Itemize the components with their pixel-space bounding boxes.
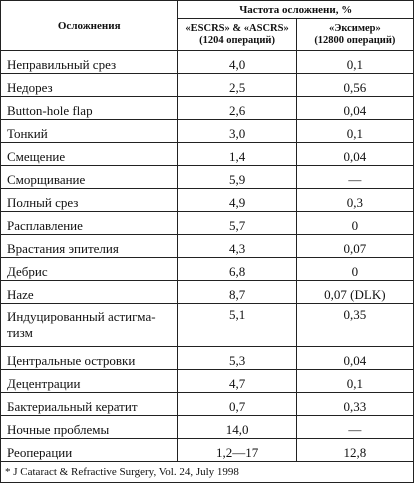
escrs-value: 1,4: [178, 143, 296, 166]
complication-name: Тонкий: [1, 120, 178, 143]
complication-name: Дебрис: [1, 258, 178, 281]
complication-name: Сморщивание: [1, 166, 178, 189]
table-row: [1, 212, 414, 235]
excimer-value: 0,1: [296, 120, 413, 143]
complication-name: Бактериальный кератит: [1, 393, 178, 416]
escrs-value: 0,7: [178, 393, 296, 416]
complication-name: Децентрации: [1, 370, 178, 393]
excimer-value: 0,1: [296, 51, 413, 74]
table-row: [1, 120, 414, 143]
header-escrs-title: «ESCRS» & «ASCRS»: [185, 22, 289, 34]
complication-name: [1, 304, 178, 347]
header-excimer: [296, 19, 413, 51]
table-row: [1, 97, 414, 120]
table-row: [1, 189, 414, 212]
table-row: [1, 74, 414, 97]
excimer-value: 0,04: [296, 143, 413, 166]
table-row: [1, 347, 414, 370]
excimer-value: 0,56: [296, 74, 413, 97]
complication-name: Ночные проблемы: [1, 416, 178, 439]
excimer-value: 0: [296, 258, 413, 281]
table-row: [1, 416, 414, 439]
header-escrs-count: (1204 операций): [199, 34, 275, 46]
complication-name: Button-hole flap: [1, 97, 178, 120]
excimer-value: 0,04: [296, 347, 413, 370]
complication-name: Реоперации: [1, 439, 178, 462]
excimer-value: 0,1: [296, 370, 413, 393]
escrs-value: 5,9: [178, 166, 296, 189]
escrs-value: 4,9: [178, 189, 296, 212]
header-excimer-title: «Эксимер»: [328, 22, 381, 34]
table-row: [1, 393, 414, 416]
excimer-value: 0,07 (DLK): [296, 281, 413, 304]
table-row: [1, 281, 414, 304]
header-frequency: Частота осложнени, %: [178, 1, 414, 19]
escrs-value: 1,2—17: [178, 439, 296, 462]
escrs-value: 4,3: [178, 235, 296, 258]
complication-name-line1: Индуцированный астигма-: [7, 309, 156, 324]
complication-name: Врастания эпителия: [1, 235, 178, 258]
excimer-value: 0,07: [296, 235, 413, 258]
escrs-value: 3,0: [178, 120, 296, 143]
table-row: [1, 258, 414, 281]
table-row: [1, 235, 414, 258]
escrs-value: 4,0: [178, 51, 296, 74]
escrs-value: 6,8: [178, 258, 296, 281]
complication-name: Смещение: [1, 143, 178, 166]
escrs-value: 14,0: [178, 416, 296, 439]
complication-name: Центральные островки: [1, 347, 178, 370]
escrs-value: 5,7: [178, 212, 296, 235]
table-row: [1, 51, 414, 74]
excimer-value: 0,35: [296, 304, 413, 347]
complication-name: Недорез: [1, 74, 178, 97]
excimer-value: 0,3: [296, 189, 413, 212]
table-row: [1, 370, 414, 393]
complication-name: Неправильный срез: [1, 51, 178, 74]
excimer-value: 0,04: [296, 97, 413, 120]
complication-name-line2: тизм: [7, 325, 33, 340]
footnote: * J Cataract & Refractive Surgery, Vol. 24, July 1998: [1, 462, 414, 483]
excimer-value: 0: [296, 212, 413, 235]
header-row-top: [1, 1, 414, 19]
excimer-value: —: [296, 416, 413, 439]
table-row: [1, 439, 414, 462]
escrs-value: 5,1: [178, 304, 296, 347]
table-row: [1, 143, 414, 166]
excimer-value: 12,8: [296, 439, 413, 462]
footnote-row: [1, 462, 414, 483]
escrs-value: 2,5: [178, 74, 296, 97]
excimer-value: 0,33: [296, 393, 413, 416]
complication-name: Полный срез: [1, 189, 178, 212]
complication-name: Haze: [1, 281, 178, 304]
header-excimer-count: (12800 операций): [314, 34, 396, 46]
table-row: [1, 304, 414, 347]
escrs-value: 8,7: [178, 281, 296, 304]
escrs-value: 4,7: [178, 370, 296, 393]
header-complications: Осложнения: [1, 1, 178, 51]
complication-name: Расплавление: [1, 212, 178, 235]
escrs-value: 5,3: [178, 347, 296, 370]
excimer-value: —: [296, 166, 413, 189]
header-escrs: [178, 19, 296, 51]
escrs-value: 2,6: [178, 97, 296, 120]
table-row: [1, 166, 414, 189]
